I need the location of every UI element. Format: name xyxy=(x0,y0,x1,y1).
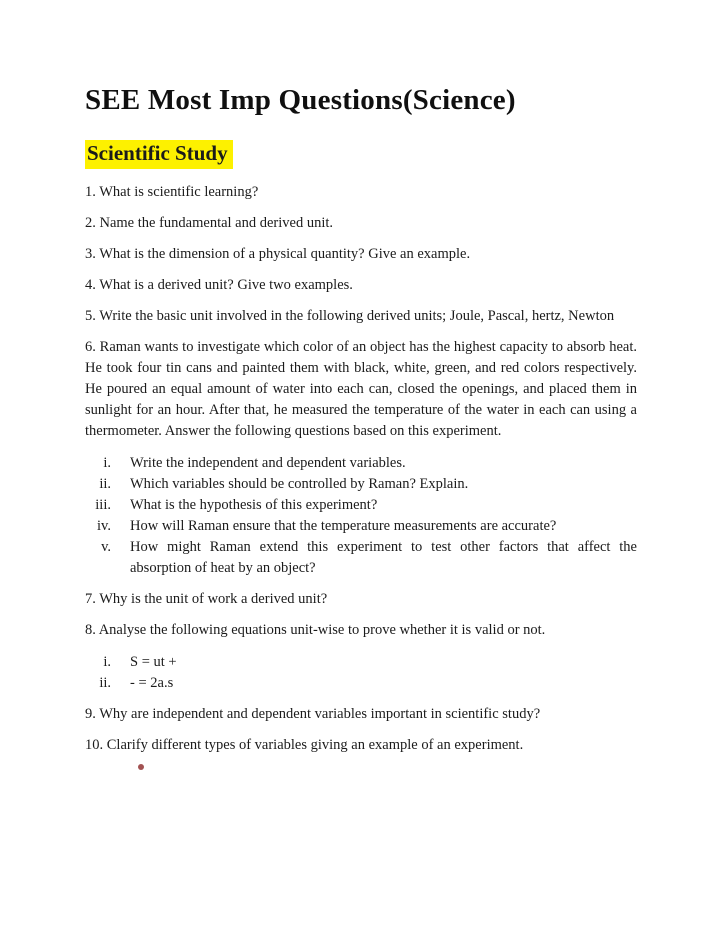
sub-question-text: Write the independent and dependent variables. xyxy=(130,455,406,471)
sub-question-text: What is the hypothesis of this experiment? xyxy=(130,497,378,513)
sub-question-v xyxy=(85,537,637,579)
equation-text: - = 2a.s xyxy=(130,675,174,691)
equation-text: S = ut + xyxy=(130,654,177,670)
sub-question-ii xyxy=(85,474,637,495)
question-8: 8. Analyse the following equations unit-wise to prove whether it is valid or not. xyxy=(85,622,546,638)
equation-i xyxy=(85,652,637,673)
list-marker: i. xyxy=(103,654,111,670)
list-marker: v. xyxy=(101,539,111,555)
sub-question-iv xyxy=(85,516,637,537)
list-marker: iv. xyxy=(97,518,111,534)
question-2: 2. Name the fundamental and derived unit. xyxy=(85,215,334,231)
section-heading-highlight: Scientific Study xyxy=(85,140,233,169)
sub-question-text: Which variables should be controlled by Raman? Explain. xyxy=(130,476,469,492)
list-marker: ii. xyxy=(99,476,111,492)
sub-question-i xyxy=(85,453,637,474)
question-7: 7. Why is the unit of work a derived unit? xyxy=(85,591,328,607)
question-6-subquestion-list xyxy=(85,453,637,579)
question-3: 3. What is the dimension of a physical quantity? Give an example. xyxy=(85,246,471,262)
sub-question-iii xyxy=(85,495,637,516)
sub-question-text: How might Raman extend this experiment to test other factors that affect the absorption of heat by an object? xyxy=(130,539,637,576)
section-heading xyxy=(85,140,637,169)
sub-question-text: How will Raman ensure that the temperature measurements are accurate? xyxy=(130,518,557,534)
equation-ii xyxy=(85,673,637,694)
question-1: 1. What is scientific learning? xyxy=(85,184,259,200)
question-6: 6. Raman wants to investigate which color of an object has the highest capacity to absorb heat. He took four tin cans and painted them with black, white, green, and red colors respectively. He poured an equal amount of water into each can, closed the openings, and placed them in sunlight for an hour. After that, he measured the temperature of the water in each can using a thermometer. Answer the following questions based on this experiment. xyxy=(85,339,637,439)
bullet-dot xyxy=(138,764,144,770)
question-5: 5. Write the basic unit involved in the following derived units; Joule, Pascal, hertz, Newton xyxy=(85,308,615,324)
list-marker: ii. xyxy=(99,675,111,691)
question-4: 4. What is a derived unit? Give two examples. xyxy=(85,277,353,293)
list-marker: iii. xyxy=(95,497,111,513)
question-9: 9. Why are independent and dependent variables important in scientific study? xyxy=(85,706,541,722)
list-marker: i. xyxy=(103,455,111,471)
question-10: 10. Clarify different types of variables giving an example of an experiment. xyxy=(85,737,524,753)
question-8-equation-list xyxy=(85,652,637,694)
page-title: SEE Most Imp Questions(Science) xyxy=(85,84,516,116)
